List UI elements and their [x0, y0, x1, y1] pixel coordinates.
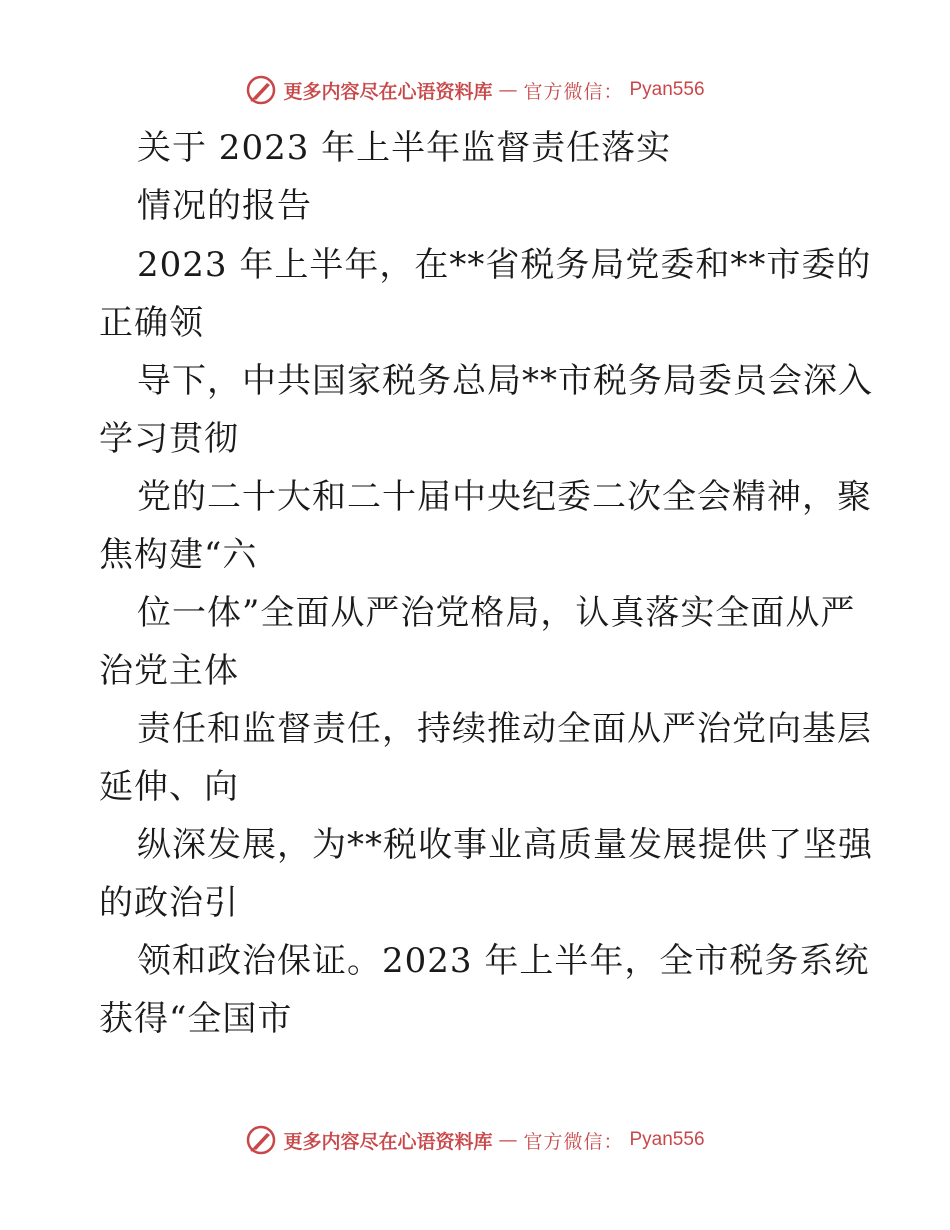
document-title-line-2: 情况的报告	[137, 186, 312, 226]
footer-watermark	[0, 1120, 950, 1160]
paragraph-line: 学习贯彻	[99, 419, 239, 459]
paragraph-line: 位一体”全面从严治党格局，认真落实全面从严	[137, 593, 856, 633]
paragraph-line: 正确领	[99, 303, 204, 343]
watermark-wechat-id: Pyan556	[629, 1129, 705, 1150]
watermark-wechat-id: Pyan556	[629, 79, 705, 100]
document-title-line-1: 关于 2023 年上半年监督责任落实	[137, 128, 672, 168]
paragraph-line: 领和政治保证。2023 年上半年，全市税务系统	[137, 941, 870, 981]
paragraph-line: 延伸、向	[99, 767, 239, 807]
paragraph-line: 焦构建“六	[99, 535, 258, 575]
watermark-text: 更多内容尽在心语资料库	[283, 1130, 493, 1153]
header-watermark	[0, 70, 950, 110]
paragraph-line: 党的二十大和二十届中央纪委二次全会精神，聚	[137, 477, 872, 517]
paragraph-line: 2023 年上半年，在**省税务局党委和**市委的	[137, 245, 872, 285]
paragraph-line: 责任和监督责任，持续推动全面从严治党向基层	[137, 709, 872, 749]
watermark-wechat-label: 官方微信：	[523, 80, 624, 103]
watermark-text: 更多内容尽在心语资料库	[283, 80, 493, 103]
watermark-dash: —	[498, 1129, 518, 1151]
quill-logo-icon	[245, 74, 277, 106]
paragraph-line: 的政治引	[99, 883, 239, 923]
quill-logo-icon	[245, 1124, 277, 1156]
paragraph-line: 纵深发展，为**税收事业高质量发展提供了坚强	[137, 825, 873, 865]
paragraph-line: 导下，中共国家税务总局**市税务局委员会深入	[137, 361, 873, 401]
watermark-dash: —	[498, 79, 518, 101]
paragraph-line: 获得“全国市	[99, 999, 293, 1039]
paragraph-line: 治党主体	[99, 651, 239, 691]
watermark-wechat-label: 官方微信：	[523, 1130, 624, 1153]
